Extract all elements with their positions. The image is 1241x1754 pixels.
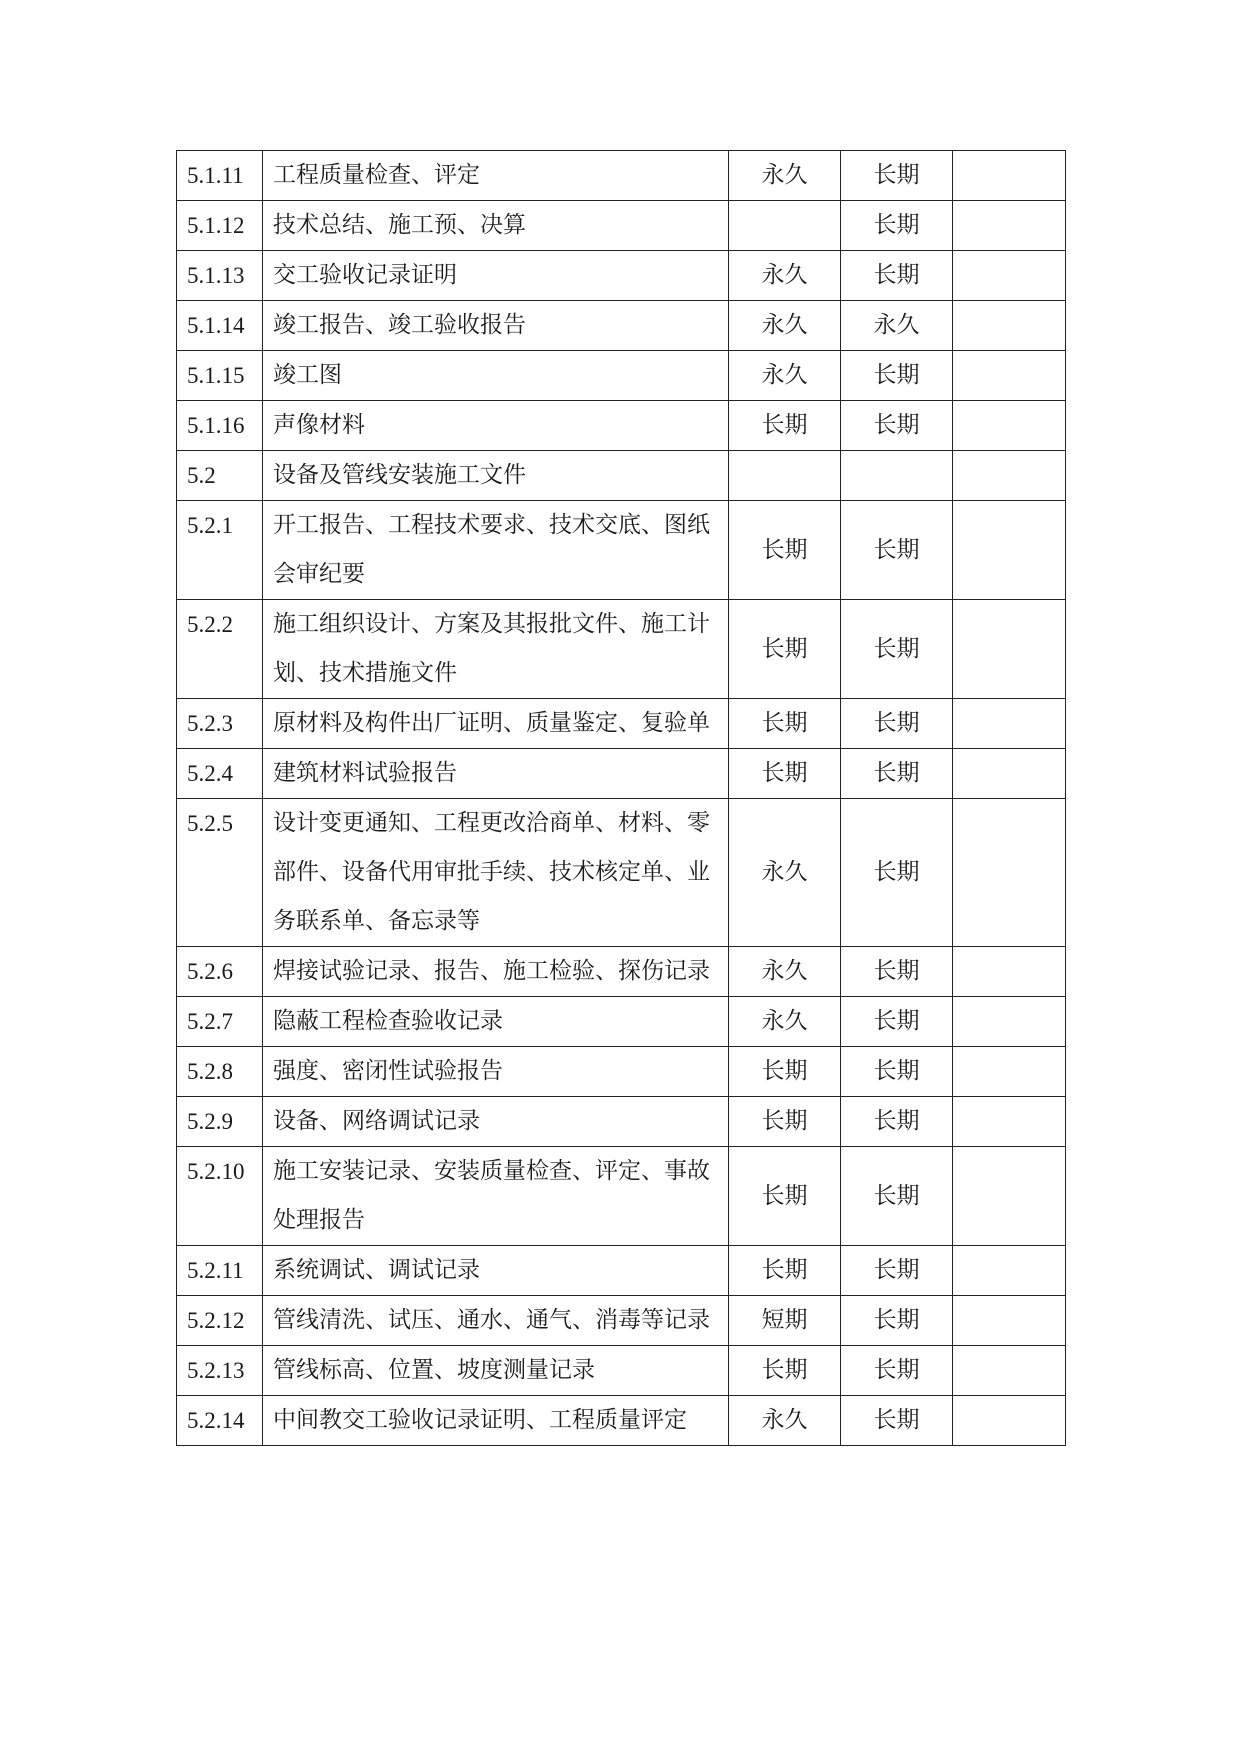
retention-period-b-cell: 长期 <box>841 1346 953 1396</box>
table-row <box>177 501 1066 600</box>
item-number-cell: 5.1.11 <box>177 151 263 201</box>
item-number-cell: 5.2.13 <box>177 1346 263 1396</box>
document-name-cell: 声像材料 <box>263 401 729 451</box>
note-cell <box>953 451 1066 501</box>
document-name-cell: 设备、网络调试记录 <box>263 1097 729 1147</box>
retention-period-b-cell: 长期 <box>841 799 953 947</box>
document-name-cell: 隐蔽工程检查验收记录 <box>263 997 729 1047</box>
document-name-cell: 原材料及构件出厂证明、质量鉴定、复验单 <box>263 699 729 749</box>
item-number-cell: 5.1.15 <box>177 351 263 401</box>
item-number-cell: 5.2.1 <box>177 501 263 600</box>
note-cell <box>953 1097 1066 1147</box>
document-name-cell: 施工安装记录、安装质量检查、评定、事故处理报告 <box>263 1147 729 1246</box>
retention-period-b-cell: 长期 <box>841 351 953 401</box>
retention-period-b-cell: 长期 <box>841 997 953 1047</box>
note-cell <box>953 351 1066 401</box>
table-row <box>177 401 1066 451</box>
note-cell <box>953 947 1066 997</box>
retention-period-a-cell: 长期 <box>729 1147 841 1246</box>
item-number-cell: 5.2.9 <box>177 1097 263 1147</box>
retention-period-b-cell: 长期 <box>841 1147 953 1246</box>
retention-period-a-cell: 长期 <box>729 600 841 699</box>
retention-period-a-cell: 永久 <box>729 1396 841 1446</box>
note-cell <box>953 501 1066 600</box>
note-cell <box>953 1396 1066 1446</box>
document-name-cell: 设计变更通知、工程更改洽商单、材料、零部件、设备代用审批手续、技术核定单、业务联系单、备忘录等 <box>263 799 729 947</box>
note-cell <box>953 1346 1066 1396</box>
document-name-cell: 中间教交工验收记录证明、工程质量评定 <box>263 1396 729 1446</box>
document-name-cell: 竣工图 <box>263 351 729 401</box>
item-number-cell: 5.2.8 <box>177 1047 263 1097</box>
retention-period-a-cell: 长期 <box>729 1047 841 1097</box>
table-row <box>177 749 1066 799</box>
item-number-cell: 5.2.3 <box>177 699 263 749</box>
retention-period-a-cell: 永久 <box>729 351 841 401</box>
note-cell <box>953 799 1066 947</box>
table-row <box>177 699 1066 749</box>
table-row <box>177 1296 1066 1346</box>
item-number-cell: 5.2.7 <box>177 997 263 1047</box>
retention-period-a-cell: 长期 <box>729 401 841 451</box>
document-name-cell: 工程质量检查、评定 <box>263 151 729 201</box>
note-cell <box>953 401 1066 451</box>
note-cell <box>953 201 1066 251</box>
note-cell <box>953 1047 1066 1097</box>
note-cell <box>953 1246 1066 1296</box>
retention-period-b-cell: 长期 <box>841 251 953 301</box>
note-cell <box>953 749 1066 799</box>
retention-period-b-cell: 长期 <box>841 600 953 699</box>
retention-period-a-cell: 长期 <box>729 501 841 600</box>
item-number-cell: 5.2.12 <box>177 1296 263 1346</box>
retention-period-a-cell: 永久 <box>729 947 841 997</box>
note-cell <box>953 699 1066 749</box>
retention-period-b-cell: 长期 <box>841 1296 953 1346</box>
table-row <box>177 1147 1066 1246</box>
retention-period-a-cell: 短期 <box>729 1296 841 1346</box>
document-name-cell: 管线清洗、试压、通水、通气、消毒等记录 <box>263 1296 729 1346</box>
retention-period-b-cell <box>841 451 953 501</box>
table-row <box>177 1396 1066 1446</box>
retention-period-a-cell: 永久 <box>729 301 841 351</box>
item-number-cell: 5.2.14 <box>177 1396 263 1446</box>
retention-period-b-cell: 长期 <box>841 1097 953 1147</box>
document-name-cell: 焊接试验记录、报告、施工检验、探伤记录 <box>263 947 729 997</box>
retention-period-a-cell: 永久 <box>729 251 841 301</box>
retention-period-b-cell: 长期 <box>841 749 953 799</box>
records-table <box>176 150 1066 1446</box>
note-cell <box>953 151 1066 201</box>
retention-period-a-cell: 永久 <box>729 799 841 947</box>
table-row <box>177 799 1066 947</box>
retention-period-a-cell: 长期 <box>729 699 841 749</box>
retention-period-b-cell: 长期 <box>841 1047 953 1097</box>
table-row <box>177 201 1066 251</box>
retention-period-a-cell: 长期 <box>729 1246 841 1296</box>
document-name-cell: 开工报告、工程技术要求、技术交底、图纸会审纪要 <box>263 501 729 600</box>
retention-period-b-cell: 长期 <box>841 501 953 600</box>
document-name-cell: 系统调试、调试记录 <box>263 1246 729 1296</box>
document-name-cell: 技术总结、施工预、决算 <box>263 201 729 251</box>
item-number-cell: 5.2.6 <box>177 947 263 997</box>
table-row <box>177 997 1066 1047</box>
retention-period-a-cell: 永久 <box>729 997 841 1047</box>
retention-period-b-cell: 长期 <box>841 947 953 997</box>
item-number-cell: 5.1.13 <box>177 251 263 301</box>
retention-period-b-cell: 长期 <box>841 1246 953 1296</box>
item-number-cell: 5.2.10 <box>177 1147 263 1246</box>
note-cell <box>953 251 1066 301</box>
item-number-cell: 5.1.14 <box>177 301 263 351</box>
table-row <box>177 600 1066 699</box>
table-row <box>177 1097 1066 1147</box>
note-cell <box>953 997 1066 1047</box>
retention-period-a-cell: 长期 <box>729 1097 841 1147</box>
retention-period-a-cell <box>729 451 841 501</box>
document-name-cell: 竣工报告、竣工验收报告 <box>263 301 729 351</box>
document-name-cell: 强度、密闭性试验报告 <box>263 1047 729 1097</box>
document-name-cell: 设备及管线安装施工文件 <box>263 451 729 501</box>
retention-period-a-cell: 长期 <box>729 749 841 799</box>
table-row <box>177 1047 1066 1097</box>
retention-period-b-cell: 长期 <box>841 1396 953 1446</box>
item-number-cell: 5.2.2 <box>177 600 263 699</box>
note-cell <box>953 600 1066 699</box>
note-cell <box>953 1296 1066 1346</box>
table-body <box>177 151 1066 1446</box>
document-name-cell: 交工验收记录证明 <box>263 251 729 301</box>
retention-period-b-cell: 长期 <box>841 699 953 749</box>
table-row <box>177 1246 1066 1296</box>
retention-period-a-cell <box>729 201 841 251</box>
table-row <box>177 151 1066 201</box>
table-row <box>177 251 1066 301</box>
document-name-cell: 管线标高、位置、坡度测量记录 <box>263 1346 729 1396</box>
table-row <box>177 451 1066 501</box>
retention-period-b-cell: 长期 <box>841 151 953 201</box>
item-number-cell: 5.2.5 <box>177 799 263 947</box>
table-row <box>177 1346 1066 1396</box>
retention-period-a-cell: 永久 <box>729 151 841 201</box>
retention-period-b-cell: 永久 <box>841 301 953 351</box>
item-number-cell: 5.2 <box>177 451 263 501</box>
item-number-cell: 5.2.11 <box>177 1246 263 1296</box>
note-cell <box>953 301 1066 351</box>
table-row <box>177 947 1066 997</box>
retention-period-b-cell: 长期 <box>841 201 953 251</box>
table-row <box>177 301 1066 351</box>
item-number-cell: 5.2.4 <box>177 749 263 799</box>
item-number-cell: 5.1.16 <box>177 401 263 451</box>
retention-period-b-cell: 长期 <box>841 401 953 451</box>
retention-period-a-cell: 长期 <box>729 1346 841 1396</box>
document-name-cell: 施工组织设计、方案及其报批文件、施工计划、技术措施文件 <box>263 600 729 699</box>
table-row <box>177 351 1066 401</box>
item-number-cell: 5.1.12 <box>177 201 263 251</box>
document-name-cell: 建筑材料试验报告 <box>263 749 729 799</box>
note-cell <box>953 1147 1066 1246</box>
